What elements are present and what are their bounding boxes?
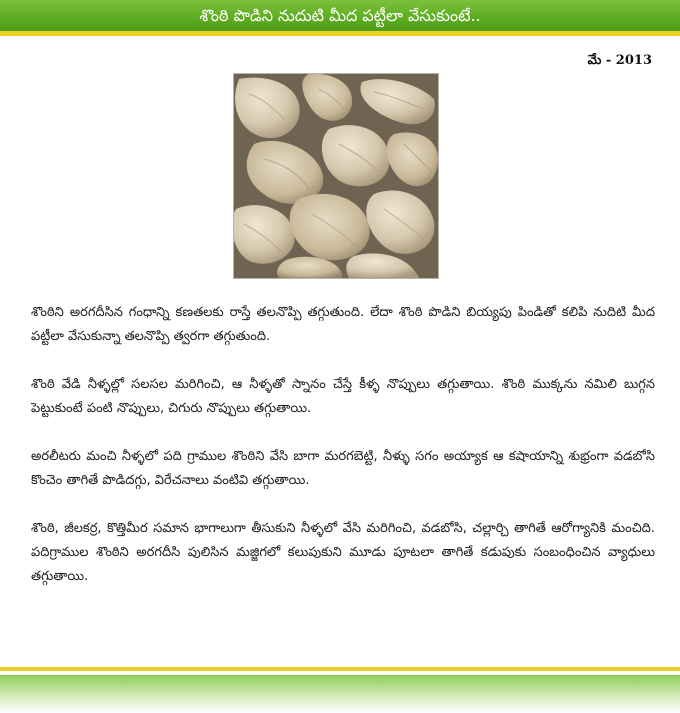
header-bar: [0, 0, 680, 38]
page-title: శొంఠి పొడిని నుదుటి మీద పట్టీలా వేసుకుంటే..: [199, 6, 481, 25]
header-divider: [0, 31, 680, 36]
paragraph: శొంఠి, జీలకర్ర, కొత్తిమీర సమాన భాగాలుగా తీసుకుని నీళ్ళలో వేసి మరిగించి, వడబోసి, చల్లార్చి తాగితే ఆరోగ్యానికి మంచిది. పదిగ్రాముల శొంఠిని అరగదీసి పులిసిన మజ్జిగలో కలుపుకుని మూడు పూటలా తాగితే కడుపుకు సంబంధించిన వ్యాధులు తగ్గుతాయి.: [31, 521, 655, 584]
paragraph: అరలీటరు మంచి నీళ్ళలో పది గ్రాముల శొంఠిని వేసి బాగా మరగబెట్టి, నీళ్ళు సగం అయ్యాక ఆ కషాయాన్ని శుభ్రంగా వడబోసి కొంచెం తాగితే పొడిదగ్గు, విరేచనాలు వంటివి తగ్గుతాయి.: [31, 449, 655, 488]
issue-date: మే - 2013: [587, 53, 652, 68]
ginger-photo: [233, 73, 439, 279]
header-banner: [0, 0, 680, 31]
footer-banner: [0, 675, 680, 713]
footer-bar: [0, 667, 680, 713]
paragraph: శొంఠిని అరగదీసిన గంధాన్ని కణతలకు రాస్తే తలనొప్పి తగ్గుతుంది. లేదా శొంఠి పొడిని బియ్యపు పిండితో కలిపి నుదిటి మీద పట్టీలా వేసుకున్నా తలనొప్పి త్వరగా తగ్గుతుంది.: [31, 305, 655, 344]
article-body: [31, 301, 655, 613]
paragraph: శొంఠి వేడి నీళ్ళల్లో సలసల మరిగించి, ఆ నీళ్ళతో స్నానం చేస్తే కీళ్ళ నొప్పులు తగ్గుతాయి. శొంఠి ముక్కను నమిలి బుగ్గన పెట్టుకుంటే పంటి నొప్పులు, చిగురు నొప్పులు తగ్గుతాయి.: [31, 377, 655, 416]
